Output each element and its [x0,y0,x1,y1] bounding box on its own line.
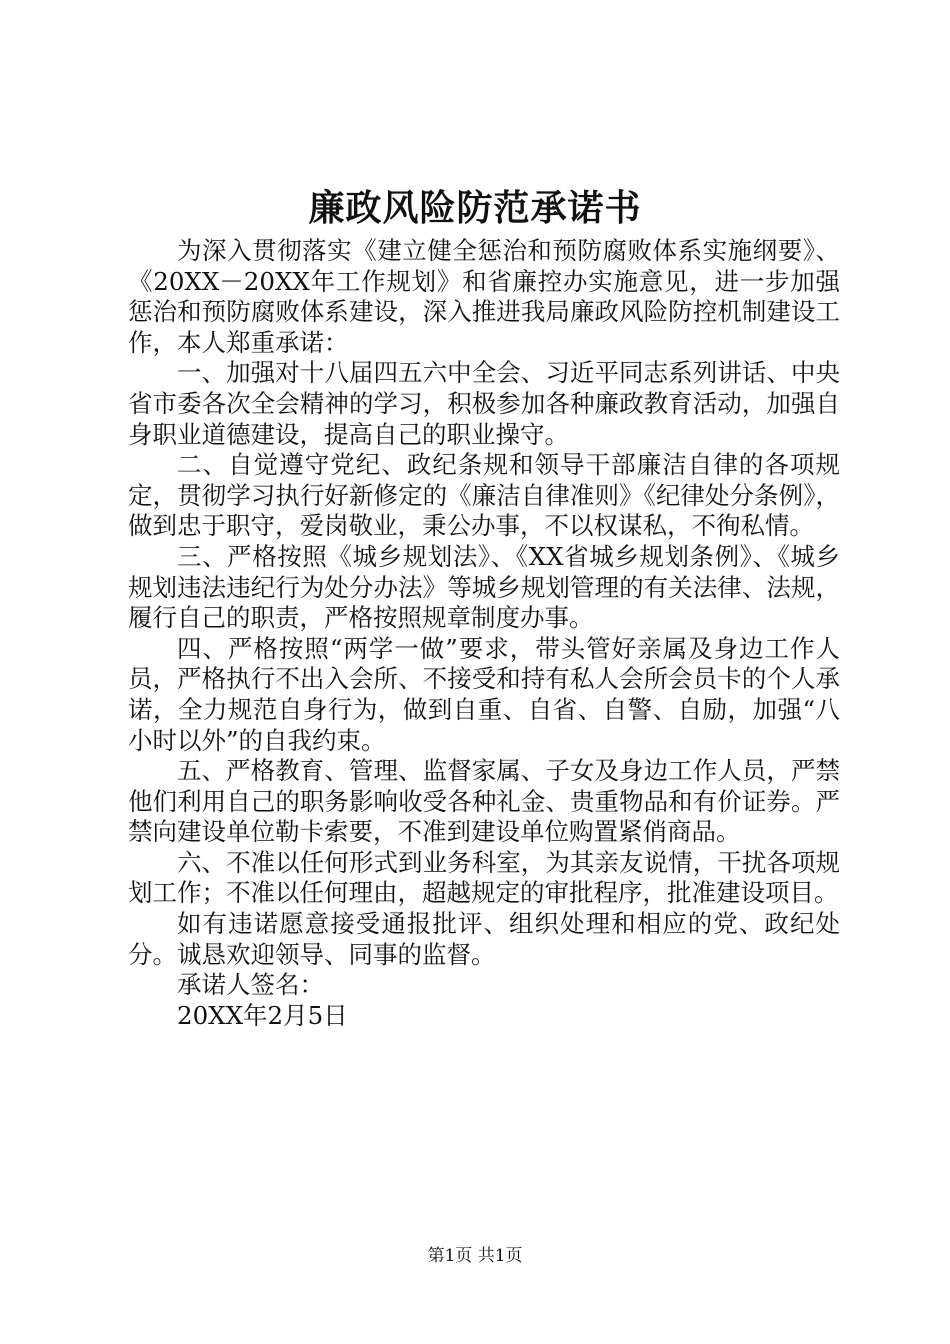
document-title: 廉政风险防范承诺书 [308,187,642,229]
signature-label: 承诺人签名： [177,970,324,1000]
page-footer: 第1页 共1页 [427,1246,523,1266]
commitment-item-3: 三、严格按照《城乡规划法》、《XX省城乡规划条例》、《城乡规划违法违纪行为处分办法》等城乡规划管理的有关法律、法规，履行自己的职责，严格按照规章制度办事。 [128,541,840,633]
commitment-item-4: 四、严格按照“两学一做”要求，带头管好亲属及身边工作人员，严格执行不出入会所、不接受和持有私人会所会员卡的个人承诺，全力规范自身行为，做到自重、自省、自警、自励，加强“八小时以外”的自我约束。 [128,633,840,755]
closing-paragraph: 如有违诺愿意接受通报批评、组织处理和相应的党、政纪处分。诚恳欢迎领导、同事的监督。 [128,909,840,969]
commitment-item-6: 六、不准以任何形式到业务科室，为其亲友说情，干扰各项规划工作；不准以任何理由，超越规定的审批程序，批准建设项目。 [128,847,840,908]
signature-date: 20XX年2月5日 [177,1000,348,1030]
commitment-item-1: 一、加强对十八届四五六中全会、习近平同志系列讲话、中央省市委各次全会精神的学习，积极参加各种廉政教育活动，加强自身职业道德建设，提高自己的职业操守。 [128,358,840,449]
document-body [128,236,840,1031]
intro-paragraph: 为深入贯彻落实《建立健全惩治和预防腐败体系实施纲要》、《20XX－20XX年工作规划》和省廉控办实施意见，进一步加强惩治和预防腐败体系建设，深入推进我局廉政风险防控机制建设工作，本人郑重承诺： [128,236,840,357]
commitment-item-2: 二、自觉遵守党纪、政纪条规和领导干部廉洁自律的各项规定，贯彻学习执行好新修定的《廉洁自律准则》《纪律处分条例》，做到忠于职守，爱岗敬业，秉公办事，不以权谋私，不徇私情。 [128,450,840,541]
commitment-item-5: 五、严格教育、管理、监督家属、子女及身边工作人员，严禁他们利用自己的职务影响收受各种礼金、贵重物品和有价证券。严禁向建设单位勒卡索要，不准到建设单位购置紧俏商品。 [128,756,840,847]
